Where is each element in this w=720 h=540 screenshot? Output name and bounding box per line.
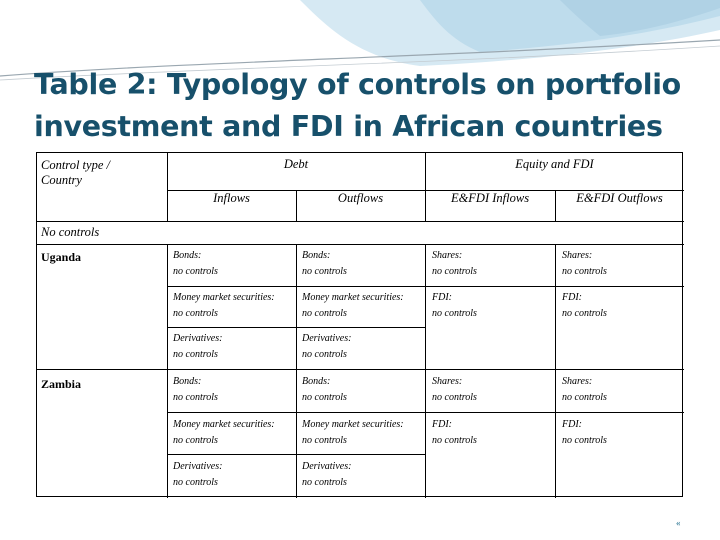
table-cell: Bonds: no controls xyxy=(173,376,218,403)
equity-fdi-group-header: Equity and FDI xyxy=(515,157,594,171)
slide-title: Table 2: Typology of controls on portfolio investment and FDI in African countries xyxy=(34,68,681,143)
efdi-inflows-header: E&FDI Inflows xyxy=(450,191,530,205)
table-cell: FDI: no controls xyxy=(432,419,477,446)
country-divider xyxy=(37,369,684,370)
row-label-header: Control type / Country xyxy=(41,158,110,187)
col-line xyxy=(167,244,168,498)
col-line xyxy=(425,244,426,498)
country-name: Zambia xyxy=(41,377,82,391)
table-cell: Shares: no controls xyxy=(562,250,607,277)
table-cell: Money market securities: no controls xyxy=(302,292,404,319)
efdi-outflows-header: E&FDI Outflows xyxy=(576,191,663,205)
country-name: Uganda xyxy=(41,250,82,264)
table-cell: Shares: no controls xyxy=(432,376,477,403)
page-number: « xyxy=(676,518,681,528)
col-line xyxy=(555,244,556,498)
table-cell: FDI: no controls xyxy=(562,419,607,446)
table-cell: Shares: no controls xyxy=(562,376,607,403)
table-cell: Derivatives: no controls xyxy=(173,461,223,488)
header-bottom-line xyxy=(37,221,684,222)
table-cell: Derivatives: no controls xyxy=(302,333,352,360)
table-cell: Money market securities: no controls xyxy=(173,292,275,319)
controls-table xyxy=(36,152,683,497)
table-cell: Bonds: no controls xyxy=(302,250,347,277)
table-cell: Shares: no controls xyxy=(432,250,477,277)
section-divider xyxy=(37,244,684,245)
outflows-header: Outflows xyxy=(337,191,384,205)
table-cell: Bonds: no controls xyxy=(173,250,218,277)
table-cell: Money market securities: no controls xyxy=(302,419,404,446)
debt-group-header: Debt xyxy=(283,157,309,171)
table-cell: Money market securities: no controls xyxy=(173,419,275,446)
section-label: No controls xyxy=(41,225,100,239)
table-cell: FDI: no controls xyxy=(562,292,607,319)
table-cell: Bonds: no controls xyxy=(302,376,347,403)
inflows-header: Inflows xyxy=(213,191,250,205)
table-cell: Derivatives: no controls xyxy=(302,461,352,488)
table-cell: FDI: no controls xyxy=(432,292,477,319)
col-line xyxy=(296,244,297,498)
table-cell: Derivatives: no controls xyxy=(173,333,223,360)
